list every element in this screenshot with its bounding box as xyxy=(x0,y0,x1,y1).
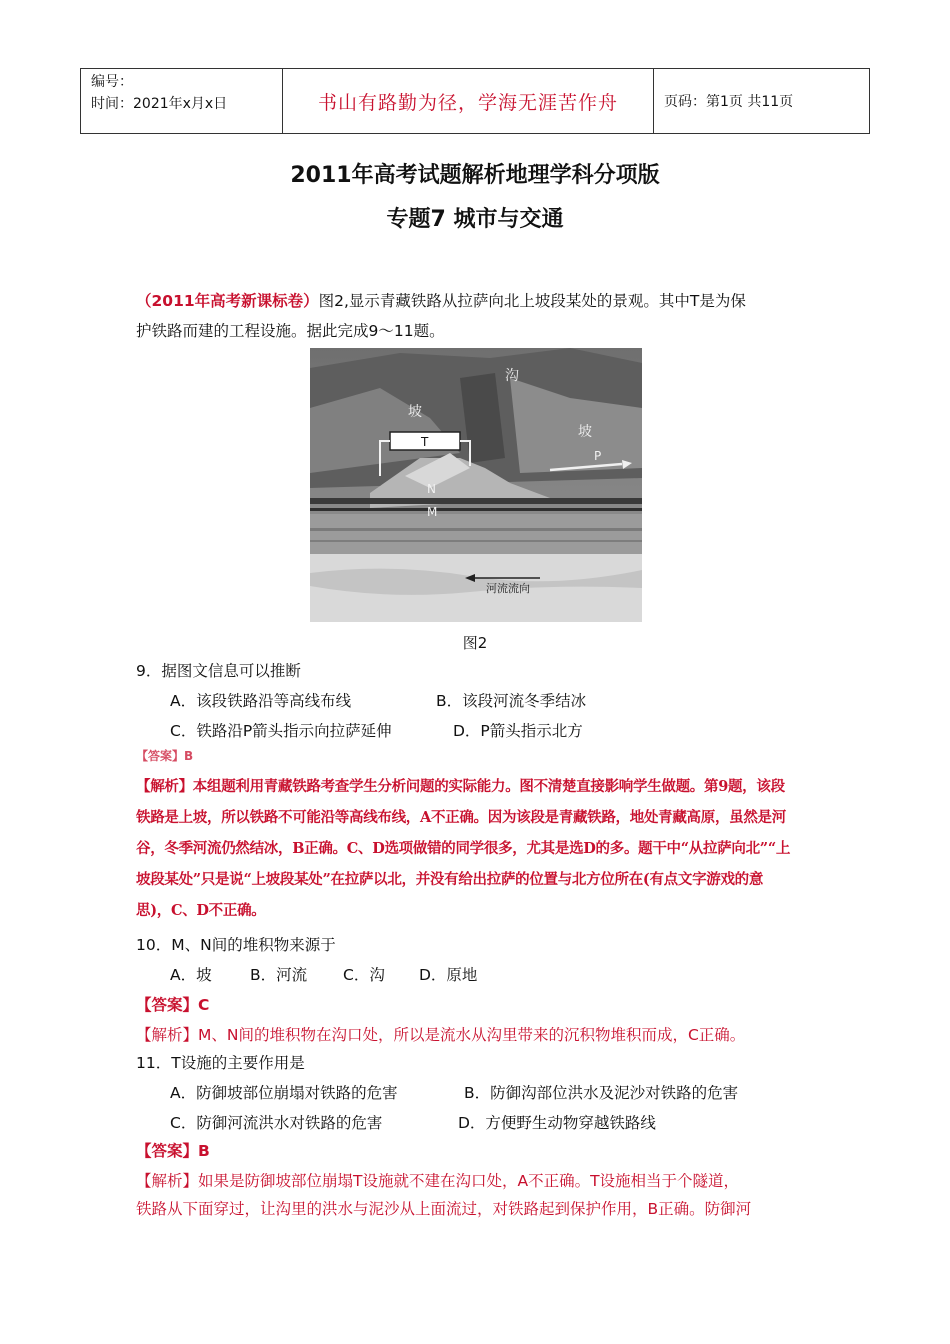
label-slope-left: 坡 xyxy=(408,404,422,420)
q9-option-c: C．铁路沿P箭头指示向拉萨延伸 xyxy=(170,722,392,740)
q10-analysis: 【解析】M、N间的堆积物在沟口处，所以是流水从沟里带来的沉积物堆积而成，C正确。 xyxy=(136,1026,746,1044)
q9-analysis-line: 思)，C、D不正确。 xyxy=(136,902,266,919)
q9-stem: 9．据图文信息可以推断 xyxy=(136,662,301,680)
q11-analysis-line1: 【解析】如果是防御坡部位崩塌T设施就不建在沟口处，A不正确。T设施相当于个隧道， xyxy=(136,1172,740,1190)
intro-text-line2: 护铁路而建的工程设施。据此完成9～11题。 xyxy=(136,322,445,340)
document-subtitle: 专题7 城市与交通 xyxy=(386,207,564,232)
q9-analysis-line: 谷，冬季河流仍然结冰，B正确。C、D选项做错的同学很多，尤其是选D的多。题干中“从拉萨向北”“上 xyxy=(136,840,791,857)
q11-option-a: A．防御坡部位崩塌对铁路的危害 xyxy=(170,1084,398,1102)
header-table xyxy=(80,68,870,134)
intro-paragraph xyxy=(136,286,826,346)
q9-analysis-line: 坡段某处”只是说“上坡段某处”在拉萨以北，并没有给出拉萨的位置与北方位所在(有点文字游戏的意 xyxy=(136,871,764,888)
label-river-flow: 河流流向 xyxy=(486,582,530,595)
q9-answer: 【答案】B xyxy=(136,749,194,763)
q9-option-a: A．该段铁路沿等高线布线 xyxy=(170,692,352,710)
q10-option-d: D．原地 xyxy=(419,966,478,984)
q9-option-b: B．该段河流冬季结冰 xyxy=(436,692,587,710)
label-slope-right: 坡 xyxy=(578,424,592,440)
q10-option-b: B．河流 xyxy=(250,966,308,984)
header-motto: 书山有路勤为径，学海无涯苦作舟 xyxy=(283,69,654,133)
number-label: 编号： xyxy=(91,74,133,90)
label-p: P xyxy=(594,449,602,463)
header-meta-cell xyxy=(81,69,283,133)
label-n: N xyxy=(427,482,436,496)
q11-option-c: C．防御河流洪水对铁路的危害 xyxy=(170,1114,383,1132)
q11-option-d: D．方便野生动物穿越铁路线 xyxy=(458,1114,656,1132)
q10-option-c: C．沟 xyxy=(343,966,385,984)
q9-analysis-line: 【解析】本组题利用青藏铁路考查学生分析问题的实际能力。图不清楚直接影响学生做题。第9题，该段 xyxy=(136,778,785,795)
label-m: M xyxy=(427,505,438,519)
time-label: 时间：2021年x月x日 xyxy=(91,96,228,112)
label-gully: 沟 xyxy=(505,368,519,384)
q9-option-d: D．P箭头指示北方 xyxy=(453,722,583,740)
figure-caption: 图2 xyxy=(462,634,488,652)
q10-stem: 10．M、N间的堆积物来源于 xyxy=(136,936,336,954)
photo-svg xyxy=(310,348,642,622)
q9-analysis-line: 铁路是上坡，所以铁路不可能沿等高线布线，A不正确。因为该段是青藏铁路，地处青藏高原，虽然是河 xyxy=(136,809,786,826)
intro-source: （2011年高考新课标卷） xyxy=(136,292,319,310)
q9-analysis-block xyxy=(136,751,826,919)
q11-answer: 【答案】B xyxy=(136,1142,210,1160)
landscape-photo xyxy=(310,348,642,622)
q11-option-b: B．防御沟部位洪水及泥沙对铁路的危害 xyxy=(464,1084,739,1102)
q11-stem: 11．T设施的主要作用是 xyxy=(136,1054,305,1072)
intro-text-line1: 图2,显示青藏铁路从拉萨向北上坡段某处的景观。其中T是为保 xyxy=(318,292,746,310)
label-t: T xyxy=(421,435,429,449)
q10-answer: 【答案】C xyxy=(136,996,210,1014)
q10-option-a: A．坡 xyxy=(170,966,212,984)
document-title: 2011年高考试题解析地理学科分项版 xyxy=(290,163,660,188)
q11-analysis-line2: 铁路从下面穿过，让沟里的洪水与泥沙从上面流过，对铁路起到保护作用，B正确。防御河 xyxy=(136,1200,752,1218)
header-page-info: 页码：第1页 共11页 xyxy=(664,94,794,110)
